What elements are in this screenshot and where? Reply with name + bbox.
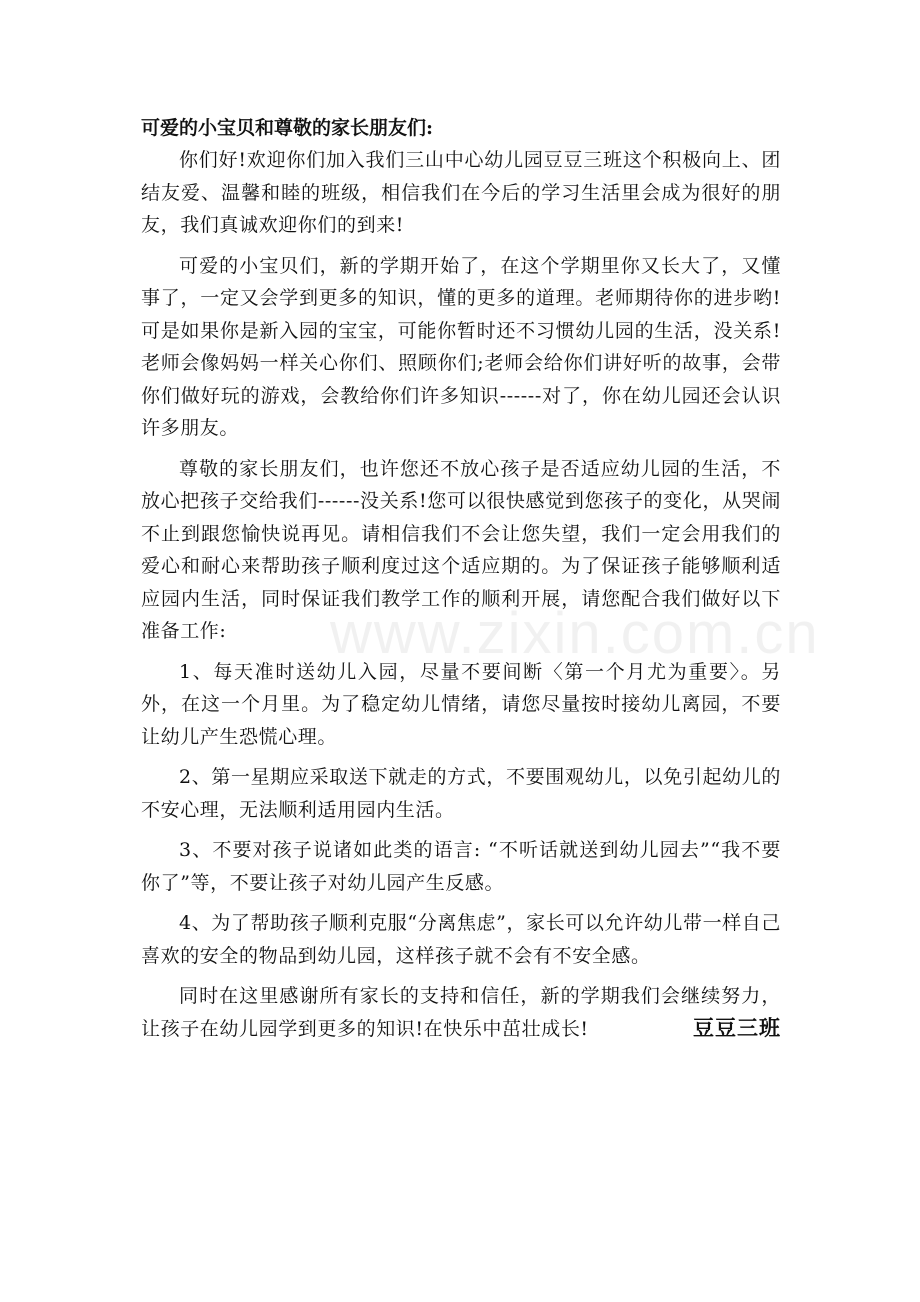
paragraph-thanks: 同时在这里感谢所有家长的支持和信任，新的学期我们会继续努力，让孩子在幼儿园学到更多的知识!在快乐中茁壮成长! (141, 985, 781, 1040)
paragraph-parents: 尊敬的家长朋友们，也许您还不放心孩子是否适应幼儿园的生活，不放心把孩子交给我们------没关系!您可以很快感觉到您孩子的变化，从哭闹不止到跟您愉快说再见。请相信我们不会让您失望，我们一定会用我们的爱心和耐心来帮助孩子顺利度过这个适应期的。为了保证孩子能够顺利适应园内生活，同时保证我们教学工作的顺利开展，请您配合我们做好以下准备工作: (141, 457, 781, 642)
paragraph-item-3: 3、不要对孩子说诸如此类的语言: “不听话就送到幼儿园去”“我不要你了”等，不要让孩子对幼儿园产生反感。 (141, 839, 781, 894)
letter-signature: 豆豆三班 (693, 1016, 781, 1040)
letter-body (141, 112, 781, 1053)
paragraph-item-2: 2、第一星期应采取送下就走的方式，不要围观幼儿，以免引起幼儿的不安心理，无法顺利适用园内生活。 (141, 766, 781, 821)
letter-salutation: 可爱的小宝贝和尊敬的家长朋友们: (141, 117, 434, 139)
watermark: www.zixin.com.cn (330, 601, 820, 666)
paragraph-children: 可爱的小宝贝们，新的学期开始了，在这个学期里你又长大了，又懂事了，一定又会学到更多的知识，懂的更多的道理。老师期待你的进步哟!可是如果你是新入园的宝宝，可能你暂时还不习惯幼儿园的生活，没关系!老师会像妈妈一样关心你们、照顾你们;老师会给你们讲好听的故事，会带你们做好玩的游戏，会教给你们许多知识------对了，你在幼儿园还会认识许多朋友。 (141, 254, 781, 439)
paragraph-welcome: 你们好!欢迎你们加入我们三山中心幼儿园豆豆三班这个积极向上、团结友爱、温馨和睦的班级，相信我们在今后的学习生活里会成为很好的朋友，我们真诚欢迎你们的到来! (141, 149, 781, 236)
paragraph-item-1: 1、每天准时送幼儿入园，尽量不要间断〈第一个月尤为重要〉。另外，在这一个月里。为了稳定幼儿情绪，请您尽量按时接幼儿离园，不要让幼儿产生恐慌心理。 (141, 660, 781, 748)
paragraph-item-4: 4、为了帮助孩子顺利克服“分离焦虑”，家长可以允许幼儿带一样自己喜欢的安全的物品到幼儿园，这样孩子就不会有不安全感。 (141, 912, 781, 967)
